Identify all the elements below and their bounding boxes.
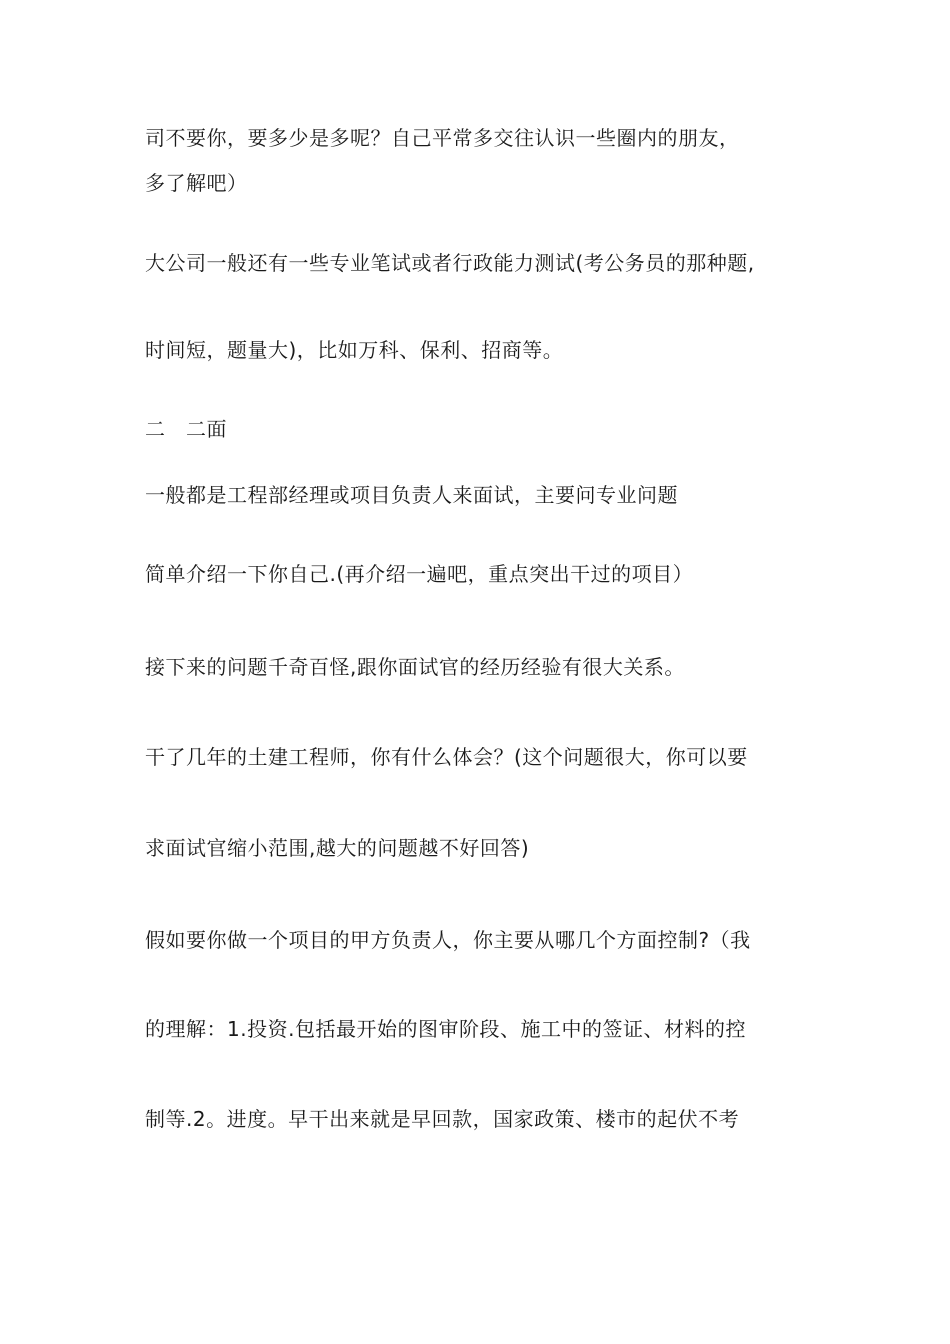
text-line: 大公司一般还有一些专业笔试或者行政能力测试(考公务员的那种题, [145, 251, 755, 275]
text-line: 多了解吧） [145, 171, 248, 195]
text-line: 干了几年的土建工程师，你有什么体会？(这个问题很大，你可以要 [145, 745, 748, 769]
text-line: 求面试官缩小范围,越大的问题越不好回答) [145, 836, 530, 860]
text-line: 的理解：1.投资.包括最开始的图审阶段、施工中的签证、材料的控 [145, 1017, 746, 1041]
text-line: 假如要你做一个项目的甲方负责人，你主要从哪几个方面控制?（我 [145, 928, 751, 952]
text-line: 司不要你，要多少是多呢？自己平常多交往认识一些圈内的朋友， [145, 126, 740, 150]
text-line: 制等.2。进度。早干出来就是早回款，国家政策、楼市的起伏不考 [145, 1107, 740, 1131]
section-heading: 二 二面 [145, 417, 227, 441]
text-line: 一般都是工程部经理或项目负责人来面试，主要问专业问题 [145, 483, 678, 507]
text-line: 简单介绍一下你自己.(再介绍一遍吧，重点突出干过的项目） [145, 562, 694, 586]
text-line: 接下来的问题千奇百怪,跟你面试官的经历经验有很大关系。 [145, 655, 685, 679]
text-line: 时间短，题量大)，比如万科、保利、招商等。 [145, 338, 564, 362]
